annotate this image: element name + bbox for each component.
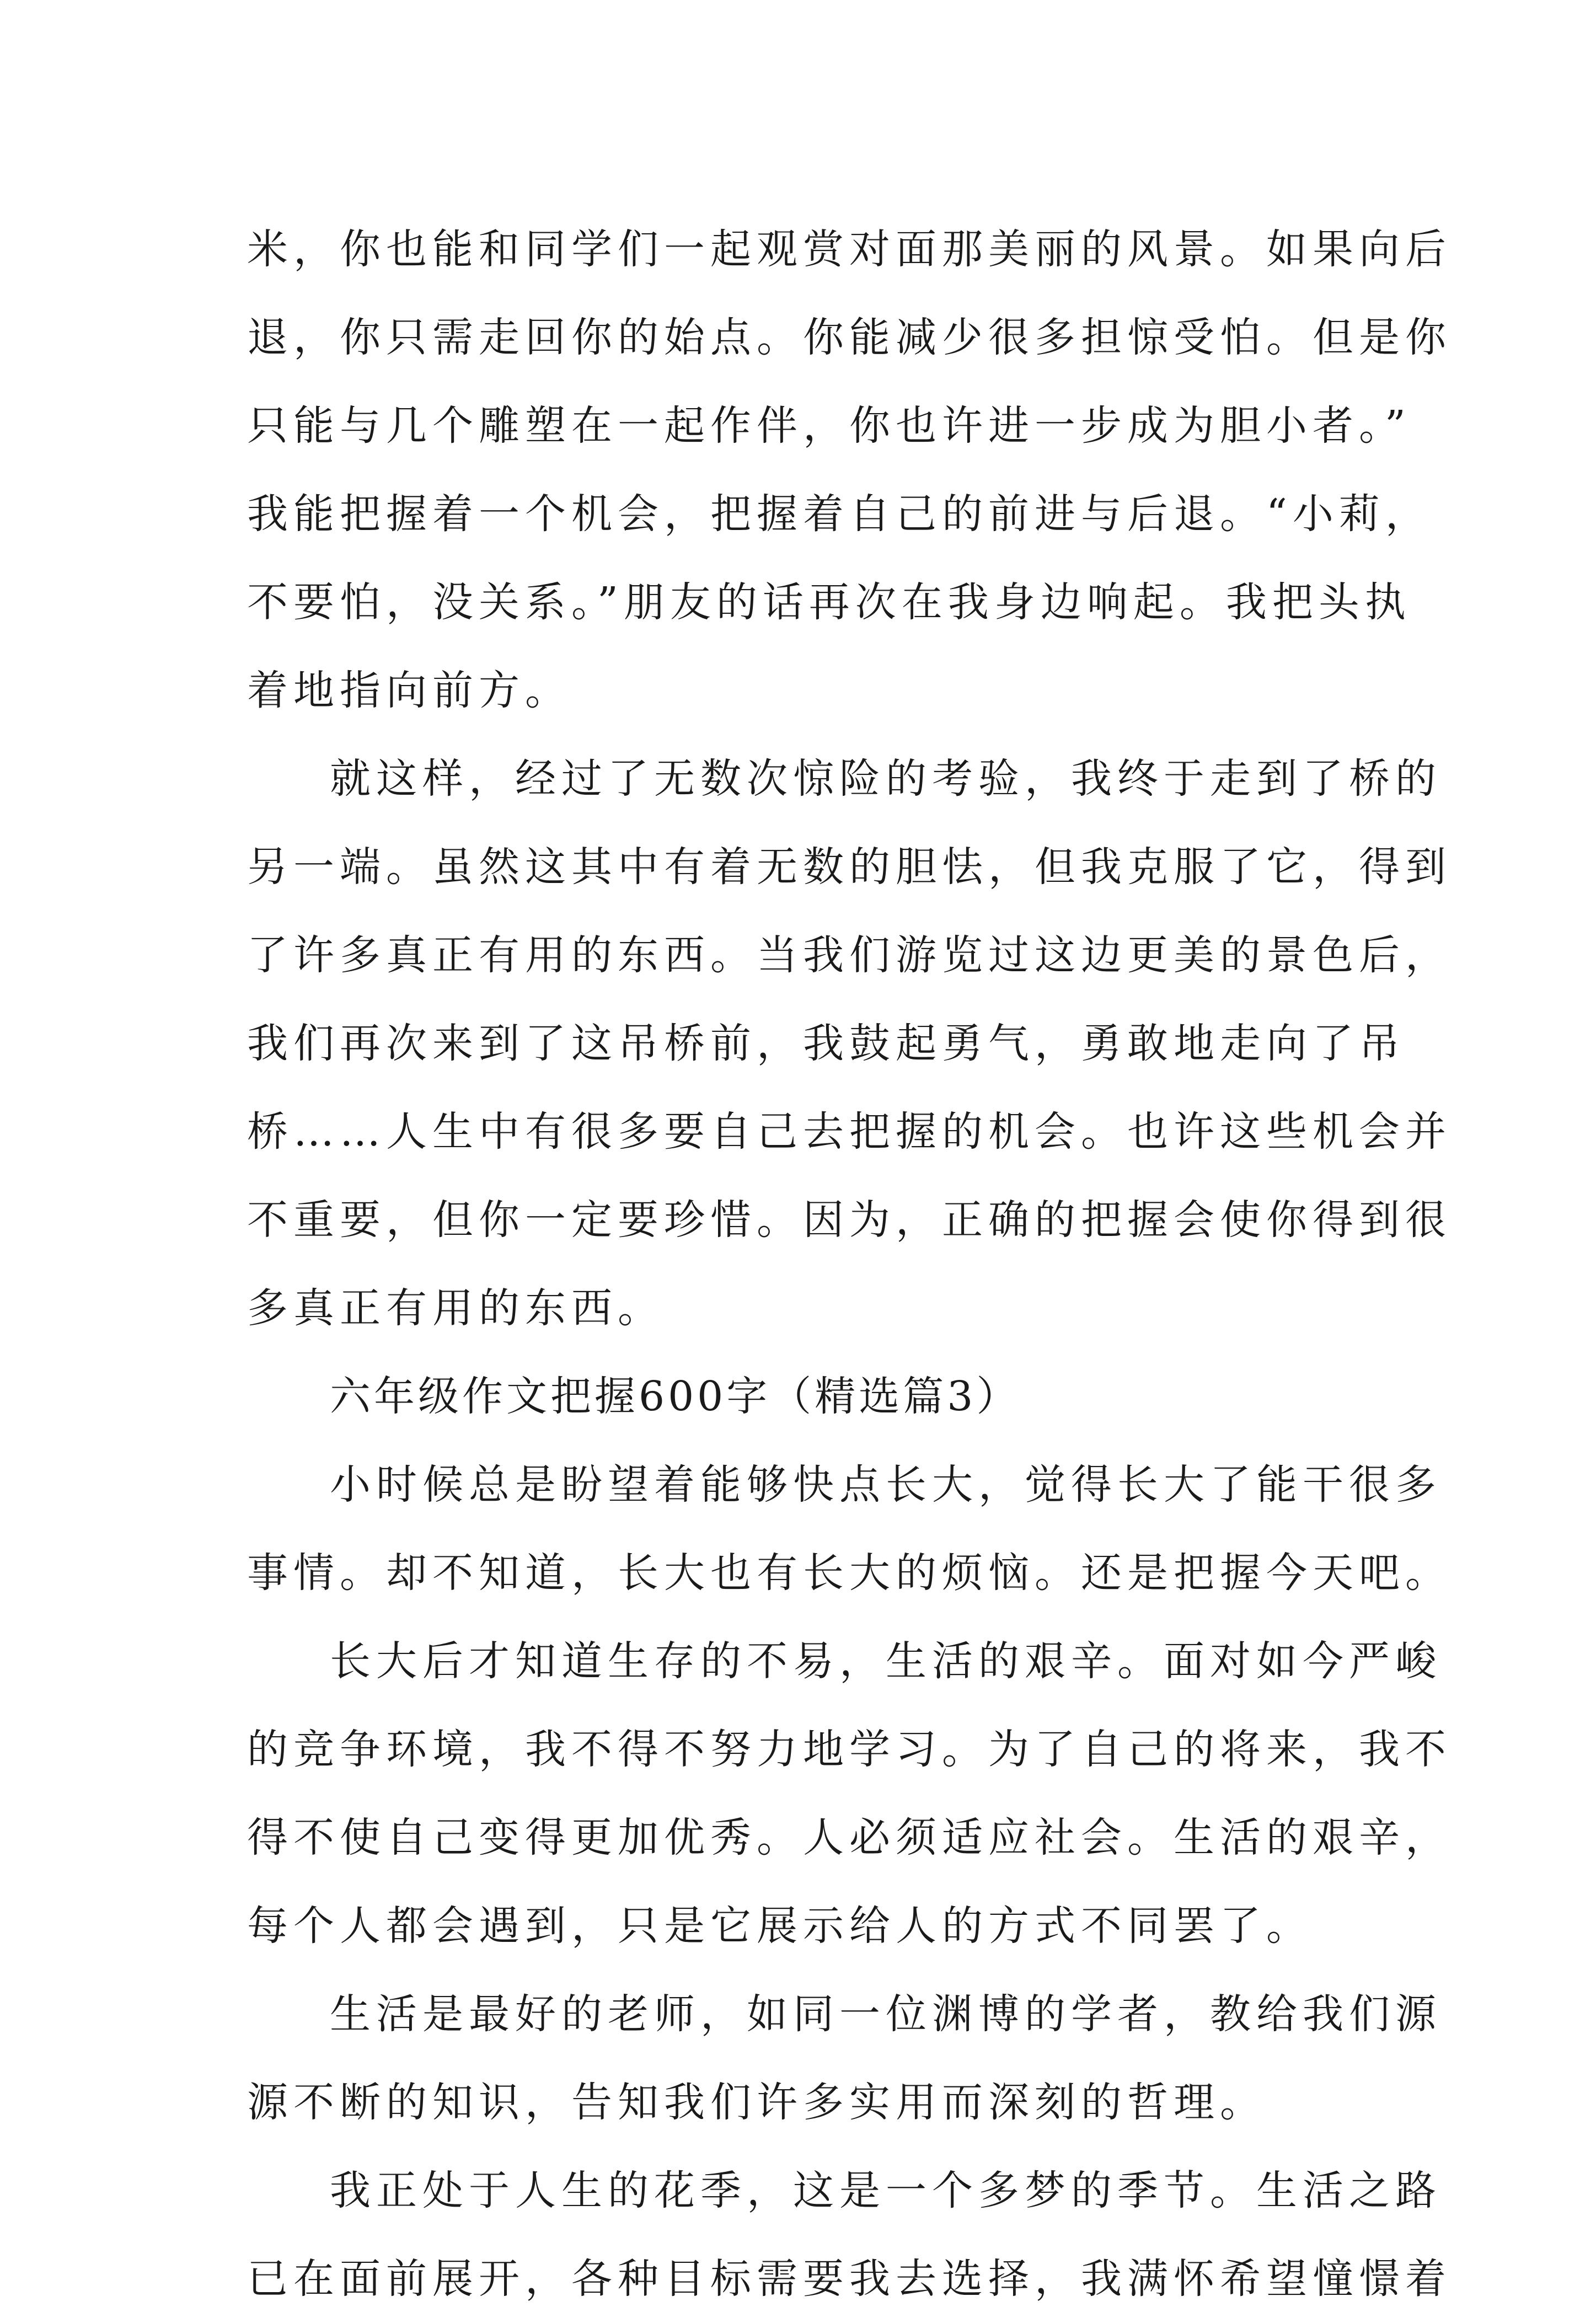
- text-line: 长大后才知道生存的不易，生活的艰辛。面对如今严峻: [330, 1637, 1442, 1685]
- text-line: 另一端。虽然这其中有着无数的胆怯，但我克服了它，得到: [247, 843, 1452, 891]
- text-line: 源不断的知识，告知我们许多实用而深刻的哲理。: [247, 2079, 1266, 2126]
- text-line: 只能与几个雕塑在一起作伴，你也许进一步成为胆小者。”: [247, 402, 1411, 449]
- text-line: 得不使自己变得更加优秀。人必须适应社会。生活的艰辛，: [247, 1814, 1452, 1861]
- text-line: 已在面前展开，各种目标需要我去选择，我满怀希望憧憬着: [247, 2255, 1452, 2303]
- text-line: 的竞争环境，我不得不努力地学习。为了自己的将来，我不: [247, 1726, 1452, 1773]
- text-line: 我正处于人生的花季，这是一个多梦的季节。生活之路: [330, 2167, 1442, 2214]
- text-line: 不要怕，没关系。”朋友的话再次在我身边响起。我把头执: [247, 579, 1411, 626]
- text-line: 不重要，但你一定要珍惜。因为，正确的把握会使你得到很: [247, 1196, 1452, 1244]
- text-line: 了许多真正有用的东西。当我们游览过这边更美的景色后，: [247, 932, 1452, 979]
- text-line: 着地指向前方。: [247, 667, 571, 714]
- document-body: [247, 205, 1452, 2323]
- text-line: 生活是最好的老师，如同一位渊博的学者，教给我们源: [330, 1990, 1442, 2038]
- text-line: 我们再次来到了这吊桥前，我鼓起勇气，勇敢地走向了吊: [247, 1020, 1405, 1067]
- text-line: 事情。却不知道，长大也有长大的烦恼。还是把握今天吧。: [247, 1549, 1452, 1597]
- text-line: 小时候总是盼望着能够快点长大，觉得长大了能干很多: [330, 1461, 1442, 1508]
- text-line: 每个人都会遇到，只是它展示给人的方式不同罢了。: [247, 1902, 1313, 1950]
- section-heading: 六年级作文把握600字（精选篇3）: [330, 1373, 1021, 1420]
- text-line: 我能把握着一个机会，把握着自己的前进与后退。“小莉，: [247, 490, 1432, 538]
- text-line: 多真正有用的东西。: [247, 1284, 664, 1332]
- text-line: 米，你也能和同学们一起观赏对面那美丽的风景。如果向后: [247, 226, 1452, 273]
- text-line: 退，你只需走回你的始点。你能减少很多担惊受怕。但是你: [247, 314, 1452, 361]
- text-line: 桥……人生中有很多要自己去把握的机会。也许这些机会并: [247, 1108, 1452, 1155]
- text-line: 就这样，经过了无数次惊险的考验，我终于走到了桥的: [330, 755, 1442, 802]
